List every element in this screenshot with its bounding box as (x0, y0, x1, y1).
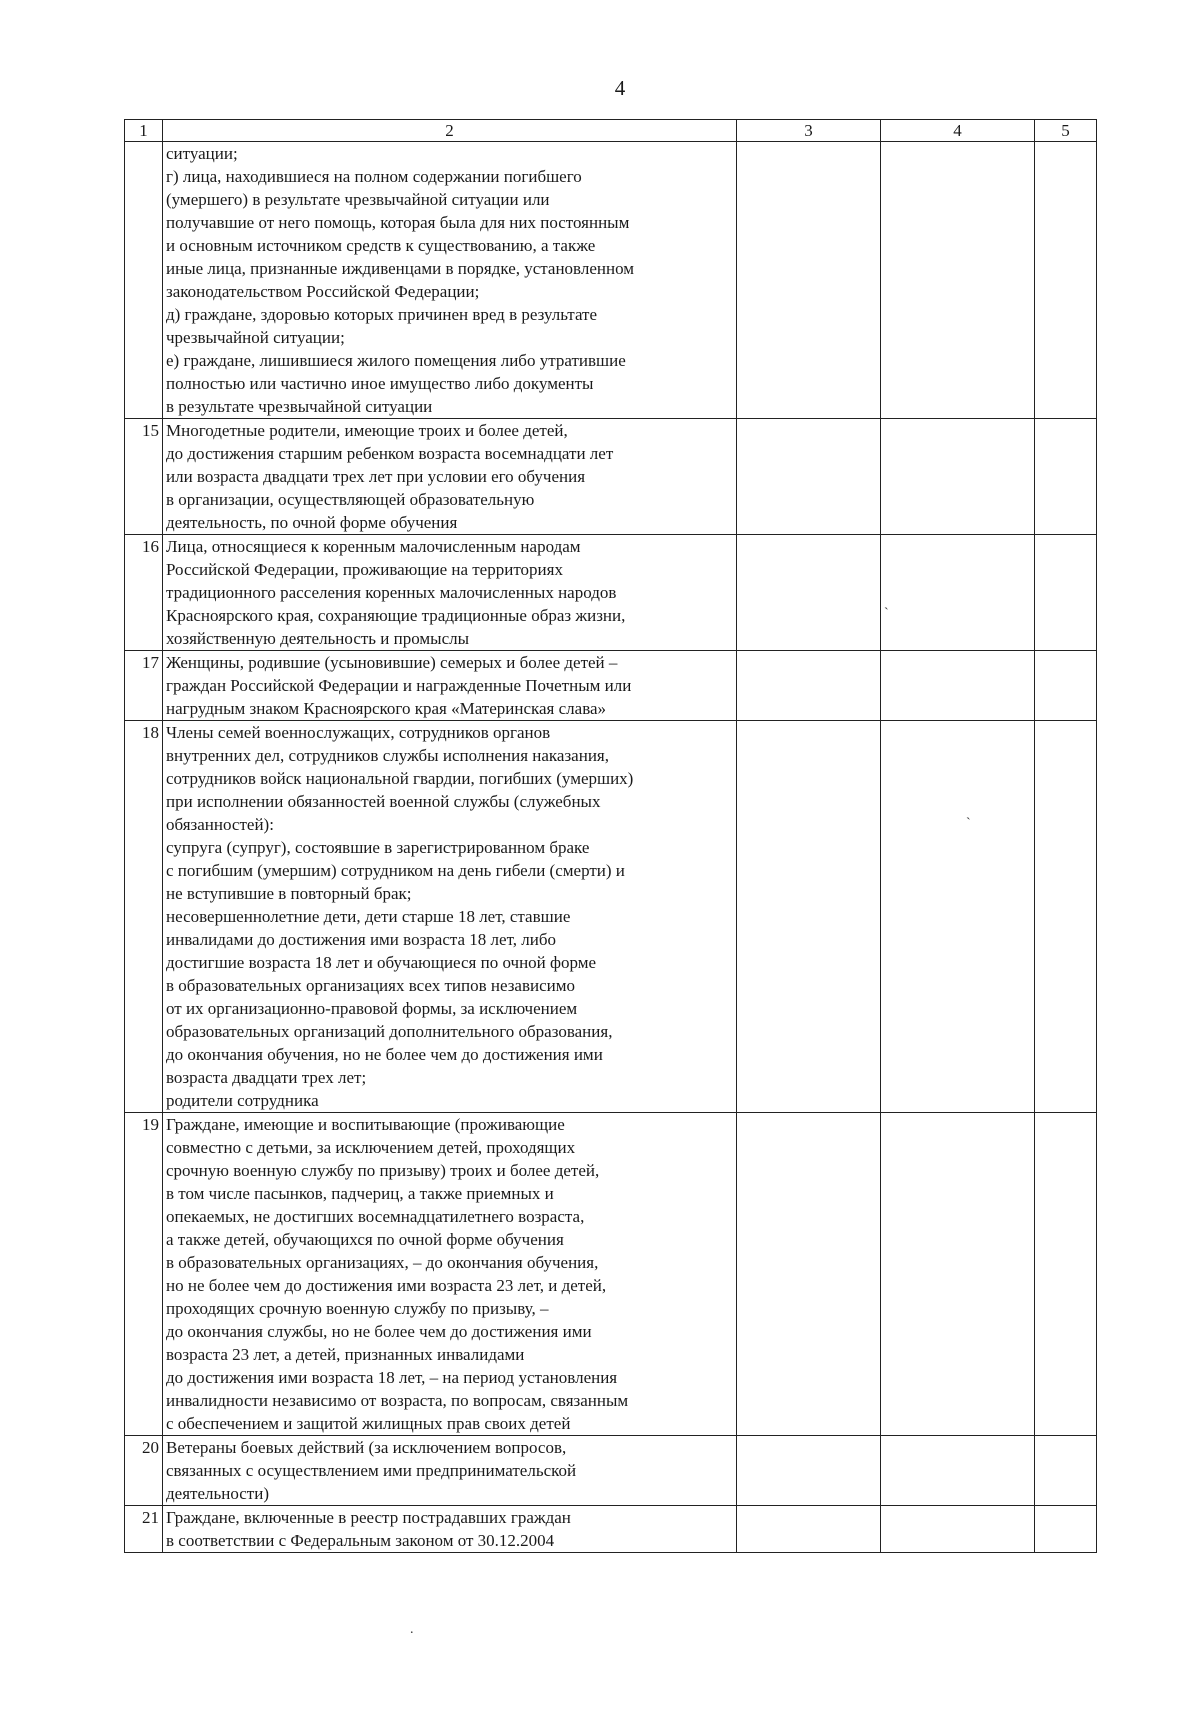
description-line: Граждане, имеющие и воспитывающие (проживающие (166, 1115, 565, 1134)
description-line: чрезвычайной ситуации; (166, 328, 345, 347)
header-col-1: 1 (125, 120, 163, 142)
description-line: граждан Российской Федерации и награжденные Почетным или (166, 676, 632, 695)
col-5-cell (1035, 651, 1097, 721)
table-row (125, 1506, 1097, 1553)
row-number: 16 (125, 535, 163, 651)
description-line: с погибшим (умершим) сотрудником на день гибели (смерти) и (166, 861, 625, 880)
col-4-cell (881, 1113, 1035, 1436)
description-line: е) граждане, лишившиеся жилого помещения либо утратившие (166, 351, 626, 370)
col-3-cell (737, 142, 881, 419)
description-line: а также детей, обучающихся по очной форме обучения (166, 1230, 564, 1249)
col-4-cell (881, 721, 1035, 1113)
description-line: достигшие возраста 18 лет и обучающиеся по очной форме (166, 953, 597, 972)
header-col-5: 5 (1035, 120, 1097, 142)
row-description (163, 1113, 737, 1436)
description-line: возраста 23 лет, а детей, признанных инвалидами (166, 1345, 525, 1364)
description-line: в соответствии с Федеральным законом от 30.12.2004 (166, 1531, 555, 1550)
row-number: 19 (125, 1113, 163, 1436)
description-line: в результате чрезвычайной ситуации (166, 397, 433, 416)
col-4-cell (881, 651, 1035, 721)
description-line: инвалидности независимо от возраста, по вопросам, связанным (166, 1391, 629, 1410)
description-line: в том числе пасынков, падчериц, а также приемных и (166, 1184, 554, 1203)
description-line: в образовательных организациях всех типов независимо (166, 976, 576, 995)
col-4-cell (881, 1506, 1035, 1553)
description-line: обязанностей): (166, 815, 274, 834)
header-row (125, 120, 1097, 142)
description-line: до окончания обучения, но не более чем до достижения ими (166, 1045, 603, 1064)
description-line: Граждане, включенные в реестр пострадавших граждан (166, 1508, 571, 1527)
header-col-3: 3 (737, 120, 881, 142)
description-line: (умершего) в результате чрезвычайной ситуации или (166, 190, 550, 209)
row-description (163, 419, 737, 535)
description-line: или возраста двадцати трех лет при условии его обучения (166, 467, 586, 486)
description-line: в образовательных организациях, – до окончания обучения, (166, 1253, 599, 1272)
description-line: до достижения ими возраста 18 лет, – на период установления (166, 1368, 618, 1387)
col-3-cell (737, 1436, 881, 1506)
description-line: в организации, осуществляющей образовательную (166, 490, 535, 509)
col-3-cell (737, 721, 881, 1113)
col-5-cell (1035, 1113, 1097, 1436)
scan-mark: . (410, 1622, 414, 1637)
description-line: Красноярского края, сохраняющие традиционные образ жизни, (166, 606, 626, 625)
row-number: 17 (125, 651, 163, 721)
row-description (163, 1506, 737, 1553)
description-line: внутренних дел, сотрудников службы исполнения наказания, (166, 746, 609, 765)
description-line: до достижения старшим ребенком возраста восемнадцати лет (166, 444, 614, 463)
description-line: Ветераны боевых действий (за исключением вопросов, (166, 1438, 567, 1457)
description-line: законодательством Российской Федерации; (166, 282, 480, 301)
description-line: традиционного расселения коренных малочисленных народов (166, 583, 617, 602)
description-line: при исполнении обязанностей военной службы (служебных (166, 792, 601, 811)
scan-mark: ` (966, 816, 971, 831)
description-line: с обеспечением и защитой жилищных прав своих детей (166, 1414, 571, 1433)
description-line: иные лица, признанные иждивенцами в порядке, установленном (166, 259, 635, 278)
table-header (125, 120, 1097, 142)
table-row (125, 1436, 1097, 1506)
col-5-cell (1035, 535, 1097, 651)
description-line: опекаемых, не достигших восемнадцатилетнего возраста, (166, 1207, 585, 1226)
description-line: срочную военную службу по призыву) троих и более детей, (166, 1161, 600, 1180)
description-line: Российской Федерации, проживающие на территориях (166, 560, 563, 579)
col-4-cell (881, 1436, 1035, 1506)
row-number: 15 (125, 419, 163, 535)
table-row (125, 1113, 1097, 1436)
table-row (125, 651, 1097, 721)
row-description (163, 1436, 737, 1506)
description-line: до окончания службы, но не более чем до достижения ими (166, 1322, 592, 1341)
row-number (125, 142, 163, 419)
row-description (163, 651, 737, 721)
col-5-cell (1035, 419, 1097, 535)
row-number: 20 (125, 1436, 163, 1506)
row-description (163, 142, 737, 419)
description-line: но не более чем до достижения ими возраста 23 лет, и детей, (166, 1276, 607, 1295)
scan-mark: ` (884, 606, 889, 621)
col-3-cell (737, 651, 881, 721)
row-description (163, 721, 737, 1113)
description-line: сотрудников войск национальной гвардии, погибших (умерших) (166, 769, 634, 788)
description-line: несовершеннолетние дети, дети старше 18 лет, ставшие (166, 907, 571, 926)
description-line: получавшие от него помощь, которая была для них постоянным (166, 213, 630, 232)
table-body (125, 142, 1097, 1553)
col-3-cell (737, 1113, 881, 1436)
col-4-cell (881, 142, 1035, 419)
description-line: образовательных организаций дополнительного образования, (166, 1022, 613, 1041)
col-3-cell (737, 419, 881, 535)
description-line: и основным источником средств к существованию, а также (166, 236, 596, 255)
col-5-cell (1035, 1436, 1097, 1506)
description-line: деятельности) (166, 1484, 269, 1503)
description-line: полностью или частично иное имущество либо документы (166, 374, 594, 393)
description-line: совместно с детьми, за исключением детей, проходящих (166, 1138, 576, 1157)
table-row (125, 142, 1097, 419)
description-line: д) граждане, здоровью которых причинен вред в результате (166, 305, 598, 324)
description-line: инвалидами до достижения ими возраста 18 лет, либо (166, 930, 556, 949)
description-line: родители сотрудника (166, 1091, 319, 1110)
description-line: Многодетные родители, имеющие троих и более детей, (166, 421, 568, 440)
description-line: супруга (супруг), состоявшие в зарегистрированном браке (166, 838, 590, 857)
header-col-2: 2 (163, 120, 737, 142)
description-line: связанных с осуществлением ими предпринимательской (166, 1461, 577, 1480)
description-line: Члены семей военнослужащих, сотрудников органов (166, 723, 551, 742)
description-line: хозяйственную деятельность и промыслы (166, 629, 470, 648)
description-line: деятельность, по очной форме обучения (166, 513, 458, 532)
table-row (125, 535, 1097, 651)
categories-table (124, 119, 1097, 1553)
description-line: Женщины, родившие (усыновившие) семерых и более детей – (166, 653, 618, 672)
description-line: г) лица, находившиеся на полном содержании погибшего (166, 167, 582, 186)
description-line: проходящих срочную военную службу по призыву, – (166, 1299, 549, 1318)
table-row (125, 721, 1097, 1113)
col-4-cell (881, 419, 1035, 535)
page-number: 4 (614, 76, 626, 100)
description-line: нагрудным знаком Красноярского края «Материнская слава» (166, 699, 607, 718)
col-4-cell (881, 535, 1035, 651)
row-number: 18 (125, 721, 163, 1113)
col-5-cell (1035, 721, 1097, 1113)
row-description (163, 535, 737, 651)
description-line: ситуации; (166, 144, 238, 163)
description-line: не вступившие в повторный брак; (166, 884, 412, 903)
description-line: от их организационно-правовой формы, за исключением (166, 999, 578, 1018)
description-line: возраста двадцати трех лет; (166, 1068, 367, 1087)
col-5-cell (1035, 1506, 1097, 1553)
description-line: Лица, относящиеся к коренным малочисленным народам (166, 537, 581, 556)
col-5-cell (1035, 142, 1097, 419)
table-row (125, 419, 1097, 535)
col-3-cell (737, 535, 881, 651)
header-col-4: 4 (881, 120, 1035, 142)
col-3-cell (737, 1506, 881, 1553)
row-number: 21 (125, 1506, 163, 1553)
